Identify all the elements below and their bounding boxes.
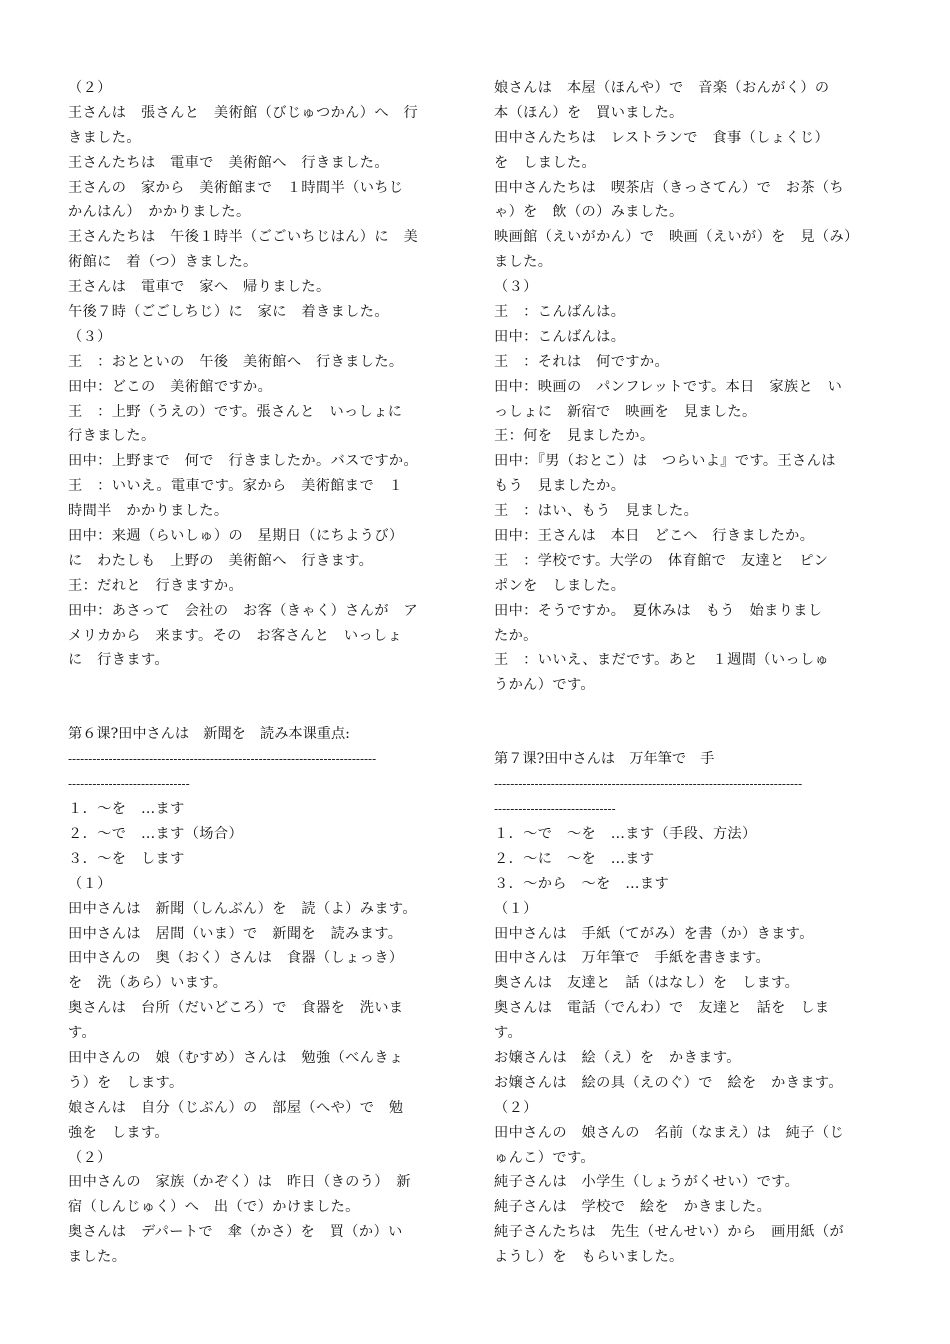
text-line: 田中：あさって 会社の お客（きゃく）さんが ア [68,602,419,619]
text-line: ました。 [68,1249,127,1266]
text-line: 純子さんは 小学生（しょうがくせい）です。 [494,1174,800,1191]
divider-line: ---------------------------------------------------------------------------- [494,777,803,792]
text-line: 王 ：それは 何ですか。 [494,353,670,370]
text-line: 王さんたちは 電車で 美術館へ 行きました。 [68,154,389,171]
text-line: 純子さんは 学校で 絵を かきました。 [494,1199,772,1216]
text-line: 田中：『男（おとこ）は つらいよ』です。王さんは [494,453,836,470]
left-column [68,76,460,1270]
text-line: 田中：来週（らいしゅ）の 星期日（にちようび） [68,528,404,545]
text-line: （３） [68,328,112,345]
text-line: 田中さんたちは 喫茶店（きっさてん）で お茶（ち [494,179,845,196]
text-line: 奥さんは 電話（でんわ）で 友達と 話を しま [494,1000,830,1017]
lesson7-heading: 第７课?田中さんは 万年筆で 手 [494,751,715,768]
text-line: もう 見ましたか。 [494,478,626,495]
text-line: 田中さんの 奥（おく）さんは 食器（しょっき） [68,950,404,967]
text-line: ３．～を します [68,850,185,867]
text-line: に 行きます。 [68,652,169,669]
text-line: 行きました。 [68,428,156,445]
lesson6-section [68,797,460,1270]
text-line: に わたしも 上野の 美術館へ 行きます。 [68,552,374,569]
lesson6-continued-section [494,76,886,698]
text-line: ゅんこ）です。 [494,1149,595,1166]
text-line: 田中さんは 手紙（てがみ）を書（か）きます。 [494,925,814,942]
text-line: ３．～から ～を …ます [494,875,670,892]
text-line: お嬢さんは 絵の具（えのぐ）で 絵を かきます。 [494,1074,843,1091]
text-line: 宿（しんじゅく）へ 出（で）かけました。 [68,1199,360,1216]
text-line: ２．～で …ます（场合） [68,825,244,842]
text-line: ２．～に ～を …ます [494,850,655,867]
text-line: 王 ：上野（うえの）です。張さんと いっしょに [68,403,403,420]
text-line: 田中さんは 居間（いま）で 新聞を 読みます。 [68,925,403,942]
text-line: （２） [68,1149,112,1166]
text-line: 王 ：学校です。大学の 体育館で 友達と ピン [494,552,829,569]
text-line: 田中さんの 娘さんの 名前（なまえ）は 純子（じ [494,1124,845,1141]
text-line: 映画館（えいがかん）で 映画（えいが）を 見（み） [494,229,859,246]
lesson5-section [68,76,460,673]
text-line: ゃ）を 飲（の）みました。 [494,204,684,221]
section-gap [494,698,886,747]
text-line: 娘さんは 自分（じぶん）の 部屋（へや）で 勉 [68,1099,404,1116]
text-line: 田中さんは 新聞（しんぶん）を 読（よ）みます。 [68,900,417,917]
text-line: たか。 [494,627,538,644]
text-line: 時間半 かかりました。 [68,503,229,520]
section-gap [68,673,460,722]
text-line: 田中さんの 娘（むすめ）さんは 勉強（べんきょ [68,1049,404,1066]
divider-line: ---------------------------------------------------------------------------- [68,752,377,767]
text-line: を 洗（あら）います。 [68,975,228,992]
text-line: 奥さんは 友達と 話（はなし）を します。 [494,975,800,992]
text-line: １．～で ～を …ます（手段、方法） [494,825,757,842]
text-line: 本（ほん）を 買いました。 [494,104,684,121]
text-line: １．～を …ます [68,801,185,818]
text-line: （１） [68,875,112,892]
text-line: 王さんたちは 午後１時半（ごごいちじはん）に 美 [68,229,419,246]
text-line: 王 ：いいえ。電車です。家から 美術館まで １ [68,478,404,495]
text-line: うかん）です。 [494,677,595,694]
text-line: ました。 [494,254,553,271]
text-line: ようし）を もらいました。 [494,1249,684,1266]
text-line: 娘さんは 本屋（ほんや）で 音楽（おんがく）の [494,80,830,96]
text-line: っしょに 新宿で 映画を 見ました。 [494,403,757,420]
text-line: 王 ：いいえ、まだです。あと １週間（いっしゅ [494,652,830,669]
text-line: 午後７時（ごごしちじ）に 家に 着きました。 [68,304,389,321]
text-line: 純子さんたちは 先生（せんせい）から 画用紙（が [494,1224,845,1241]
text-line: 田中さんは 万年筆で 手紙を書きます。 [494,950,771,967]
divider-line: ------------------------------ [494,802,616,817]
text-line: 王：だれと 行きますか。 [68,577,244,594]
lesson7-section [494,822,886,1270]
text-line: かんはん） かかりました。 [68,204,251,221]
text-line: （１） [494,900,538,917]
divider-line: ------------------------------ [68,777,190,792]
text-line: を しました。 [494,154,597,171]
text-line: ポンを しました。 [494,577,626,594]
text-line: 王さんは 張さんと 美術館（びじゅつかん）へ 行 [68,104,419,121]
right-column [494,76,886,1270]
text-line: 強を します。 [68,1124,169,1141]
text-line: （３） [494,279,538,296]
text-line: 奥さんは デパートで 傘（かさ）を 買（か）い [68,1224,403,1241]
text-line: 田中：上野まで 何で 行きましたか。バスですか。 [68,453,419,470]
lesson6-heading: 第６课?田中さんは 新聞を 読み本课重点: [68,726,350,743]
text-line: 田中：どこの 美術館ですか。 [68,378,273,395]
text-line: 田中：こんばんは。 [494,328,626,345]
text-line: す。 [494,1025,523,1042]
text-line: きました。 [68,129,141,146]
text-line: 田中：そうですか。 夏休みは もう 始まりまし [494,602,823,619]
text-line: メリカから 来ます。その お客さんと いっしょ [68,627,403,644]
text-line: 術館に 着（つ）きました。 [68,254,258,271]
text-line: 王：何を 見ましたか。 [494,428,655,445]
text-line: 田中さんの 家族（かぞく）は 昨日（きのう） 新 [68,1174,412,1191]
text-line: 王さんは 電車で 家へ 帰りました。 [68,279,331,296]
text-line: す。 [68,1025,97,1042]
text-line: （２） [494,1099,538,1116]
text-line: 田中：王さんは 本日 どこへ 行きましたか。 [494,528,815,545]
text-line: う）を します。 [68,1074,184,1091]
text-line: 田中さんたちは レストランで 食事（しょくじ） [494,129,830,146]
text-line: 王 ：はい、もう 見ました。 [494,503,699,520]
text-line: 奥さんは 台所（だいどころ）で 食器を 洗いま [68,1000,404,1017]
text-line: 田中：映画の パンフレットです。本日 家族と い [494,378,843,395]
text-line: 王さんの 家から 美術館まで １時間半（いちじ [68,179,404,196]
text-line: 王 ：こんばんは。 [494,304,626,321]
text-line: 王 ：おとといの 午後 美術館へ 行きました。 [68,353,404,370]
text-line: お嬢さんは 絵（え）を かきます。 [494,1049,741,1066]
text-line: （２） [68,80,112,96]
